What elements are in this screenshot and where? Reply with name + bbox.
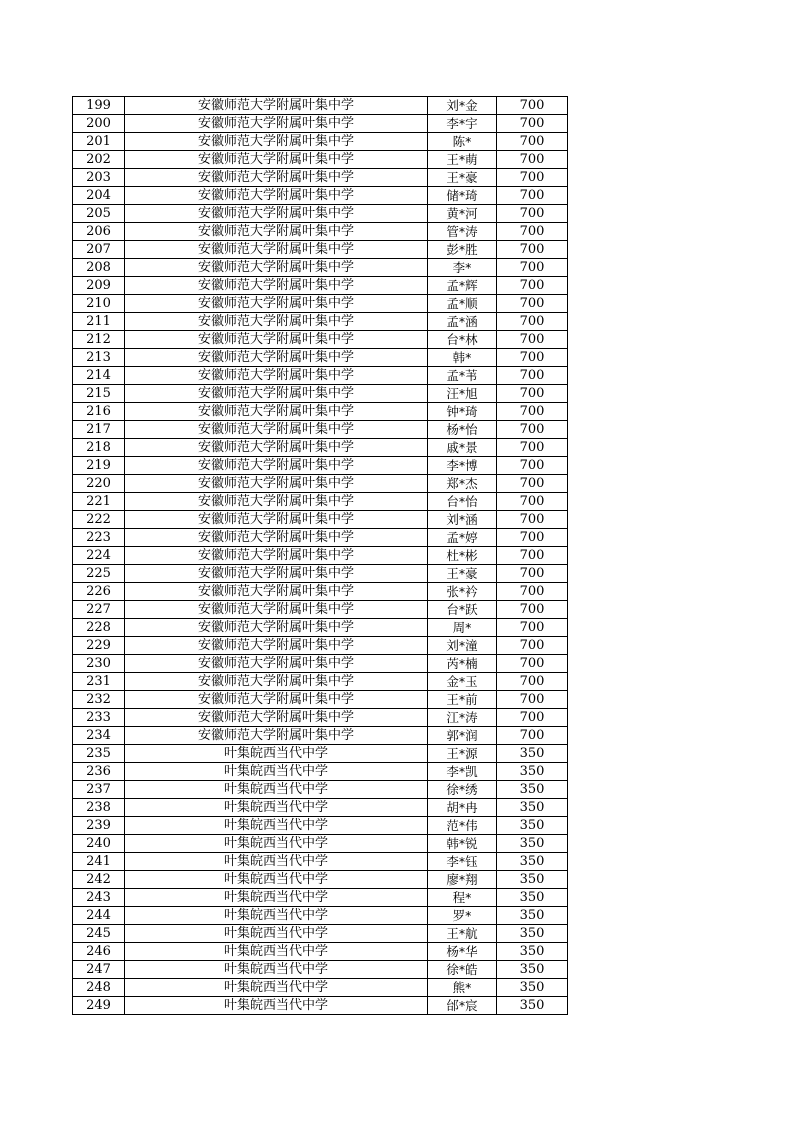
school-cell: 叶集皖西当代中学: [125, 781, 428, 799]
name-cell: 杨*华: [428, 943, 497, 961]
school-cell: 叶集皖西当代中学: [125, 925, 428, 943]
amount-cell: 700: [497, 349, 568, 367]
table-row: [73, 151, 568, 169]
name-cell: 台*怡: [428, 493, 497, 511]
school-cell: 安徽师范大学附属叶集中学: [125, 133, 428, 151]
table-row: [73, 331, 568, 349]
school-cell: 叶集皖西当代中学: [125, 943, 428, 961]
school-cell: 安徽师范大学附属叶集中学: [125, 385, 428, 403]
table-row: [73, 403, 568, 421]
name-cell: 汪*旭: [428, 385, 497, 403]
name-cell: 李*宇: [428, 115, 497, 133]
table-row: [73, 799, 568, 817]
school-cell: 安徽师范大学附属叶集中学: [125, 151, 428, 169]
table-row: [73, 457, 568, 475]
amount-cell: 700: [497, 367, 568, 385]
name-cell: 台*林: [428, 331, 497, 349]
school-cell: 叶集皖西当代中学: [125, 835, 428, 853]
school-cell: 安徽师范大学附属叶集中学: [125, 475, 428, 493]
table-row: [73, 907, 568, 925]
table-row: [73, 997, 568, 1015]
name-cell: 金*玉: [428, 673, 497, 691]
name-cell: 李*博: [428, 457, 497, 475]
school-cell: 叶集皖西当代中学: [125, 907, 428, 925]
school-cell: 安徽师范大学附属叶集中学: [125, 547, 428, 565]
name-cell: 王*萌: [428, 151, 497, 169]
school-cell: 安徽师范大学附属叶集中学: [125, 259, 428, 277]
row-index-cell: 240: [73, 835, 125, 853]
row-index-cell: 206: [73, 223, 125, 241]
table-row: [73, 385, 568, 403]
name-cell: 郑*杰: [428, 475, 497, 493]
amount-cell: 700: [497, 511, 568, 529]
row-index-cell: 231: [73, 673, 125, 691]
row-index-cell: 201: [73, 133, 125, 151]
table-row: [73, 529, 568, 547]
amount-cell: 350: [497, 817, 568, 835]
row-index-cell: 215: [73, 385, 125, 403]
amount-cell: 700: [497, 529, 568, 547]
amount-cell: 350: [497, 961, 568, 979]
school-cell: 安徽师范大学附属叶集中学: [125, 115, 428, 133]
amount-cell: 350: [497, 799, 568, 817]
table-row: [73, 475, 568, 493]
school-cell: 安徽师范大学附属叶集中学: [125, 439, 428, 457]
table-row: [73, 601, 568, 619]
row-index-cell: 248: [73, 979, 125, 997]
school-cell: 叶集皖西当代中学: [125, 961, 428, 979]
amount-cell: 700: [497, 259, 568, 277]
amount-cell: 700: [497, 421, 568, 439]
amount-cell: 350: [497, 943, 568, 961]
school-cell: 安徽师范大学附属叶集中学: [125, 583, 428, 601]
table-row: [73, 655, 568, 673]
table-row: [73, 439, 568, 457]
school-cell: 叶集皖西当代中学: [125, 799, 428, 817]
table-row: [73, 619, 568, 637]
row-index-cell: 239: [73, 817, 125, 835]
name-cell: 刘*金: [428, 97, 497, 115]
name-cell: 黄*河: [428, 205, 497, 223]
table-row: [73, 259, 568, 277]
table-row: [73, 277, 568, 295]
table-row: [73, 205, 568, 223]
row-index-cell: 204: [73, 187, 125, 205]
school-cell: 安徽师范大学附属叶集中学: [125, 457, 428, 475]
school-cell: 安徽师范大学附属叶集中学: [125, 223, 428, 241]
row-index-cell: 224: [73, 547, 125, 565]
row-index-cell: 237: [73, 781, 125, 799]
row-index-cell: 214: [73, 367, 125, 385]
amount-cell: 350: [497, 871, 568, 889]
amount-cell: 700: [497, 331, 568, 349]
amount-cell: 700: [497, 151, 568, 169]
amount-cell: 350: [497, 997, 568, 1015]
row-index-cell: 210: [73, 295, 125, 313]
name-cell: 范*伟: [428, 817, 497, 835]
table-row: [73, 763, 568, 781]
school-cell: 安徽师范大学附属叶集中学: [125, 277, 428, 295]
table-row: [73, 97, 568, 115]
row-index-cell: 247: [73, 961, 125, 979]
table-row: [73, 673, 568, 691]
row-index-cell: 241: [73, 853, 125, 871]
row-index-cell: 234: [73, 727, 125, 745]
name-cell: 周*: [428, 619, 497, 637]
table-row: [73, 637, 568, 655]
name-cell: 王*豪: [428, 565, 497, 583]
school-cell: 安徽师范大学附属叶集中学: [125, 565, 428, 583]
table-row: [73, 727, 568, 745]
table-row: [73, 979, 568, 997]
school-cell: 安徽师范大学附属叶集中学: [125, 241, 428, 259]
name-cell: 刘*潼: [428, 637, 497, 655]
school-cell: 叶集皖西当代中学: [125, 817, 428, 835]
amount-cell: 350: [497, 763, 568, 781]
amount-cell: 700: [497, 673, 568, 691]
table-row: [73, 223, 568, 241]
school-cell: 叶集皖西当代中学: [125, 853, 428, 871]
name-cell: 胡*冉: [428, 799, 497, 817]
table-row: [73, 421, 568, 439]
table-row: [73, 133, 568, 151]
amount-cell: 700: [497, 223, 568, 241]
amount-cell: 700: [497, 619, 568, 637]
table-row: [73, 853, 568, 871]
row-index-cell: 230: [73, 655, 125, 673]
school-cell: 安徽师范大学附属叶集中学: [125, 493, 428, 511]
row-index-cell: 221: [73, 493, 125, 511]
name-cell: 杜*彬: [428, 547, 497, 565]
school-cell: 安徽师范大学附属叶集中学: [125, 367, 428, 385]
amount-cell: 350: [497, 781, 568, 799]
table-row: [73, 817, 568, 835]
row-index-cell: 233: [73, 709, 125, 727]
amount-cell: 700: [497, 583, 568, 601]
row-index-cell: 209: [73, 277, 125, 295]
school-cell: 叶集皖西当代中学: [125, 979, 428, 997]
school-cell: 安徽师范大学附属叶集中学: [125, 187, 428, 205]
amount-cell: 700: [497, 547, 568, 565]
row-index-cell: 227: [73, 601, 125, 619]
table-row: [73, 295, 568, 313]
school-cell: 安徽师范大学附属叶集中学: [125, 601, 428, 619]
row-index-cell: 249: [73, 997, 125, 1015]
row-index-cell: 228: [73, 619, 125, 637]
row-index-cell: 217: [73, 421, 125, 439]
row-index-cell: 222: [73, 511, 125, 529]
name-cell: 彭*胜: [428, 241, 497, 259]
school-cell: 安徽师范大学附属叶集中学: [125, 727, 428, 745]
amount-cell: 700: [497, 637, 568, 655]
name-cell: 戚*景: [428, 439, 497, 457]
row-index-cell: 244: [73, 907, 125, 925]
name-cell: 徐*绣: [428, 781, 497, 799]
name-cell: 管*涛: [428, 223, 497, 241]
school-cell: 安徽师范大学附属叶集中学: [125, 97, 428, 115]
school-cell: 安徽师范大学附属叶集中学: [125, 403, 428, 421]
name-cell: 台*跃: [428, 601, 497, 619]
school-cell: 安徽师范大学附属叶集中学: [125, 691, 428, 709]
name-cell: 王*前: [428, 691, 497, 709]
amount-cell: 350: [497, 907, 568, 925]
amount-cell: 700: [497, 601, 568, 619]
amount-cell: 700: [497, 493, 568, 511]
name-cell: 芮*楠: [428, 655, 497, 673]
amount-cell: 350: [497, 745, 568, 763]
row-index-cell: 243: [73, 889, 125, 907]
table-row: [73, 547, 568, 565]
row-index-cell: 211: [73, 313, 125, 331]
row-index-cell: 200: [73, 115, 125, 133]
name-cell: 钟*琦: [428, 403, 497, 421]
name-cell: 程*: [428, 889, 497, 907]
row-index-cell: 235: [73, 745, 125, 763]
table-body: [73, 97, 568, 1015]
table-row: [73, 169, 568, 187]
row-index-cell: 232: [73, 691, 125, 709]
table-row: [73, 511, 568, 529]
table-row: [73, 115, 568, 133]
row-index-cell: 236: [73, 763, 125, 781]
name-cell: 邰*宸: [428, 997, 497, 1015]
name-cell: 王*航: [428, 925, 497, 943]
row-index-cell: 226: [73, 583, 125, 601]
amount-cell: 700: [497, 295, 568, 313]
table-row: [73, 889, 568, 907]
school-cell: 安徽师范大学附属叶集中学: [125, 637, 428, 655]
row-index-cell: 242: [73, 871, 125, 889]
amount-cell: 700: [497, 385, 568, 403]
table-row: [73, 313, 568, 331]
table-row: [73, 691, 568, 709]
name-cell: 储*琦: [428, 187, 497, 205]
name-cell: 李*: [428, 259, 497, 277]
row-index-cell: 203: [73, 169, 125, 187]
amount-cell: 700: [497, 133, 568, 151]
row-index-cell: 213: [73, 349, 125, 367]
row-index-cell: 202: [73, 151, 125, 169]
row-index-cell: 246: [73, 943, 125, 961]
name-cell: 王*源: [428, 745, 497, 763]
school-cell: 安徽师范大学附属叶集中学: [125, 169, 428, 187]
amount-cell: 700: [497, 241, 568, 259]
row-index-cell: 229: [73, 637, 125, 655]
name-cell: 李*凯: [428, 763, 497, 781]
amount-cell: 700: [497, 655, 568, 673]
row-index-cell: 218: [73, 439, 125, 457]
row-index-cell: 223: [73, 529, 125, 547]
school-cell: 安徽师范大学附属叶集中学: [125, 529, 428, 547]
amount-cell: 700: [497, 565, 568, 583]
table-row: [73, 709, 568, 727]
row-index-cell: 220: [73, 475, 125, 493]
name-cell: 韩*锐: [428, 835, 497, 853]
amount-cell: 350: [497, 853, 568, 871]
school-cell: 安徽师范大学附属叶集中学: [125, 295, 428, 313]
name-cell: 陈*: [428, 133, 497, 151]
name-cell: 孟*辉: [428, 277, 497, 295]
name-cell: 罗*: [428, 907, 497, 925]
amount-cell: 700: [497, 727, 568, 745]
table-row: [73, 961, 568, 979]
amount-cell: 700: [497, 277, 568, 295]
amount-cell: 700: [497, 475, 568, 493]
name-cell: 孟*顺: [428, 295, 497, 313]
table-row: [73, 565, 568, 583]
table-row: [73, 349, 568, 367]
name-cell: 刘*涵: [428, 511, 497, 529]
row-index-cell: 208: [73, 259, 125, 277]
data-table: [72, 96, 568, 1015]
amount-cell: 350: [497, 889, 568, 907]
row-index-cell: 219: [73, 457, 125, 475]
name-cell: 李*钰: [428, 853, 497, 871]
amount-cell: 700: [497, 439, 568, 457]
table-row: [73, 943, 568, 961]
amount-cell: 350: [497, 925, 568, 943]
amount-cell: 350: [497, 835, 568, 853]
name-cell: 韩*: [428, 349, 497, 367]
amount-cell: 700: [497, 403, 568, 421]
school-cell: 叶集皖西当代中学: [125, 889, 428, 907]
school-cell: 叶集皖西当代中学: [125, 745, 428, 763]
name-cell: 张*衿: [428, 583, 497, 601]
row-index-cell: 238: [73, 799, 125, 817]
name-cell: 郭*润: [428, 727, 497, 745]
amount-cell: 700: [497, 115, 568, 133]
school-cell: 安徽师范大学附属叶集中学: [125, 349, 428, 367]
amount-cell: 700: [497, 187, 568, 205]
school-cell: 安徽师范大学附属叶集中学: [125, 331, 428, 349]
table-row: [73, 835, 568, 853]
table-row: [73, 925, 568, 943]
table-row: [73, 493, 568, 511]
row-index-cell: 245: [73, 925, 125, 943]
amount-cell: 350: [497, 979, 568, 997]
school-cell: 安徽师范大学附属叶集中学: [125, 313, 428, 331]
name-cell: 杨*怡: [428, 421, 497, 439]
table-row: [73, 781, 568, 799]
row-index-cell: 199: [73, 97, 125, 115]
row-index-cell: 216: [73, 403, 125, 421]
table-row: [73, 241, 568, 259]
school-cell: 叶集皖西当代中学: [125, 871, 428, 889]
name-cell: 王*豪: [428, 169, 497, 187]
table-row: [73, 583, 568, 601]
row-index-cell: 205: [73, 205, 125, 223]
table-row: [73, 871, 568, 889]
name-cell: 孟*涵: [428, 313, 497, 331]
school-cell: 安徽师范大学附属叶集中学: [125, 709, 428, 727]
amount-cell: 700: [497, 709, 568, 727]
amount-cell: 700: [497, 205, 568, 223]
school-cell: 安徽师范大学附属叶集中学: [125, 655, 428, 673]
row-index-cell: 225: [73, 565, 125, 583]
name-cell: 廖*翔: [428, 871, 497, 889]
amount-cell: 700: [497, 457, 568, 475]
school-cell: 安徽师范大学附属叶集中学: [125, 673, 428, 691]
name-cell: 孟*苇: [428, 367, 497, 385]
school-cell: 叶集皖西当代中学: [125, 763, 428, 781]
table-row: [73, 187, 568, 205]
amount-cell: 700: [497, 97, 568, 115]
name-cell: 熊*: [428, 979, 497, 997]
school-cell: 安徽师范大学附属叶集中学: [125, 511, 428, 529]
school-cell: 安徽师范大学附属叶集中学: [125, 205, 428, 223]
row-index-cell: 207: [73, 241, 125, 259]
amount-cell: 700: [497, 169, 568, 187]
school-cell: 安徽师范大学附属叶集中学: [125, 421, 428, 439]
school-cell: 叶集皖西当代中学: [125, 997, 428, 1015]
table-row: [73, 367, 568, 385]
name-cell: 徐*皓: [428, 961, 497, 979]
name-cell: 孟*婷: [428, 529, 497, 547]
amount-cell: 700: [497, 691, 568, 709]
row-index-cell: 212: [73, 331, 125, 349]
amount-cell: 700: [497, 313, 568, 331]
school-cell: 安徽师范大学附属叶集中学: [125, 619, 428, 637]
name-cell: 江*涛: [428, 709, 497, 727]
table-row: [73, 745, 568, 763]
